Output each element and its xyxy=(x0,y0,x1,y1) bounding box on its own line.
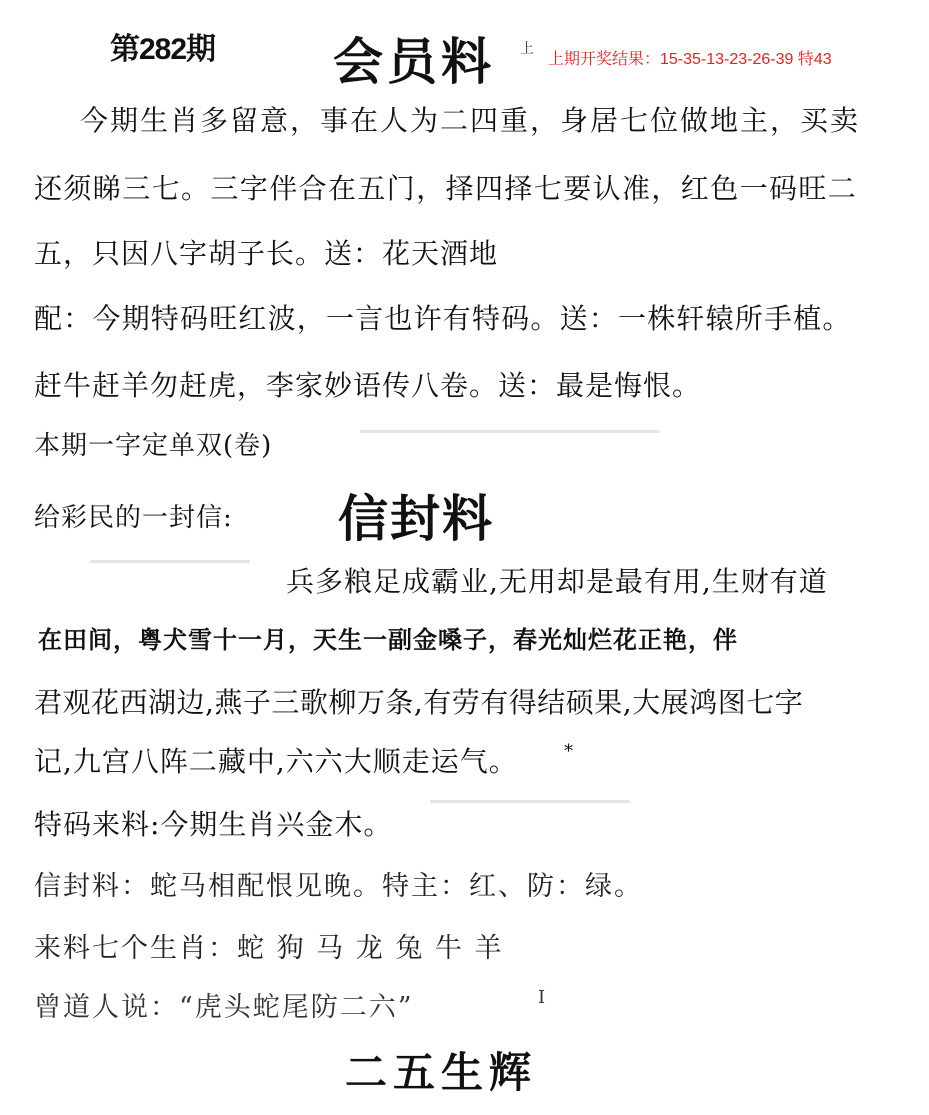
poem-line-5: 赶牛赶羊勿赶虎，李家妙语传八卷。送：最是悔恨。 xyxy=(34,369,702,402)
envelope-hint-line: 信封料：蛇马相配恨见晚。特主：红、防：绿。 xyxy=(34,871,643,902)
scan-smudge xyxy=(90,560,250,563)
saying-line: 曾道人说：“虎头蛇尾防二六” xyxy=(34,992,414,1023)
page-title: 会员料 xyxy=(333,32,495,91)
poem-line-4: 配：今期特码旺红波，一言也许有特码。送：一株轩辕所手植。 xyxy=(34,302,852,335)
scan-smudge xyxy=(430,800,630,803)
letter-line-1: 兵多粮足成霸业,无用却是最有用,生财有道 xyxy=(286,565,828,598)
letter-intro: 给彩民的一封信: xyxy=(34,503,233,533)
issue-number: 第282期 xyxy=(110,33,216,66)
poem-line-2: 还须睇三七。三字伴合在五门，择四择七要认准，红色一码旺二 xyxy=(34,172,858,205)
stray-mark: 上 xyxy=(520,41,534,57)
envelope-title: 信封料 xyxy=(338,489,494,548)
letter-line-2: 在田间，粤犬雪十一月，天生一副金嗓子，春光灿烂花正艳，伴 xyxy=(38,626,738,654)
stray-tick: I xyxy=(538,987,546,1008)
special-code-line: 特码来料:今期生肖兴金木。 xyxy=(34,808,393,841)
scan-smudge xyxy=(360,430,660,433)
last-draw-result: 上期开奖结果：15-35-13-23-26-39 特43 xyxy=(548,51,832,68)
poem-line-1: 今期生肖多留意，事在人为二四重，身居七位做地主，买卖 xyxy=(80,104,861,137)
poem-line-6: 本期一字定单双(卷) xyxy=(34,431,273,461)
poem-line-3: 五，只因八字胡子长。送：花天酒地 xyxy=(34,237,499,270)
letter-line-3: 君观花西湖边,燕子三歌柳万条,有劳有得结硕果,大展鸿图七字 xyxy=(34,686,804,719)
star-mark: * xyxy=(564,741,573,762)
zodiac-list-line: 来料七个生肖：蛇 狗 马 龙 兔 牛 羊 xyxy=(34,933,504,964)
letter-line-4: 记,九宫八阵二藏中,六六大顺走运气。 xyxy=(34,745,518,778)
footer-title: 二五生辉 xyxy=(345,1048,538,1097)
